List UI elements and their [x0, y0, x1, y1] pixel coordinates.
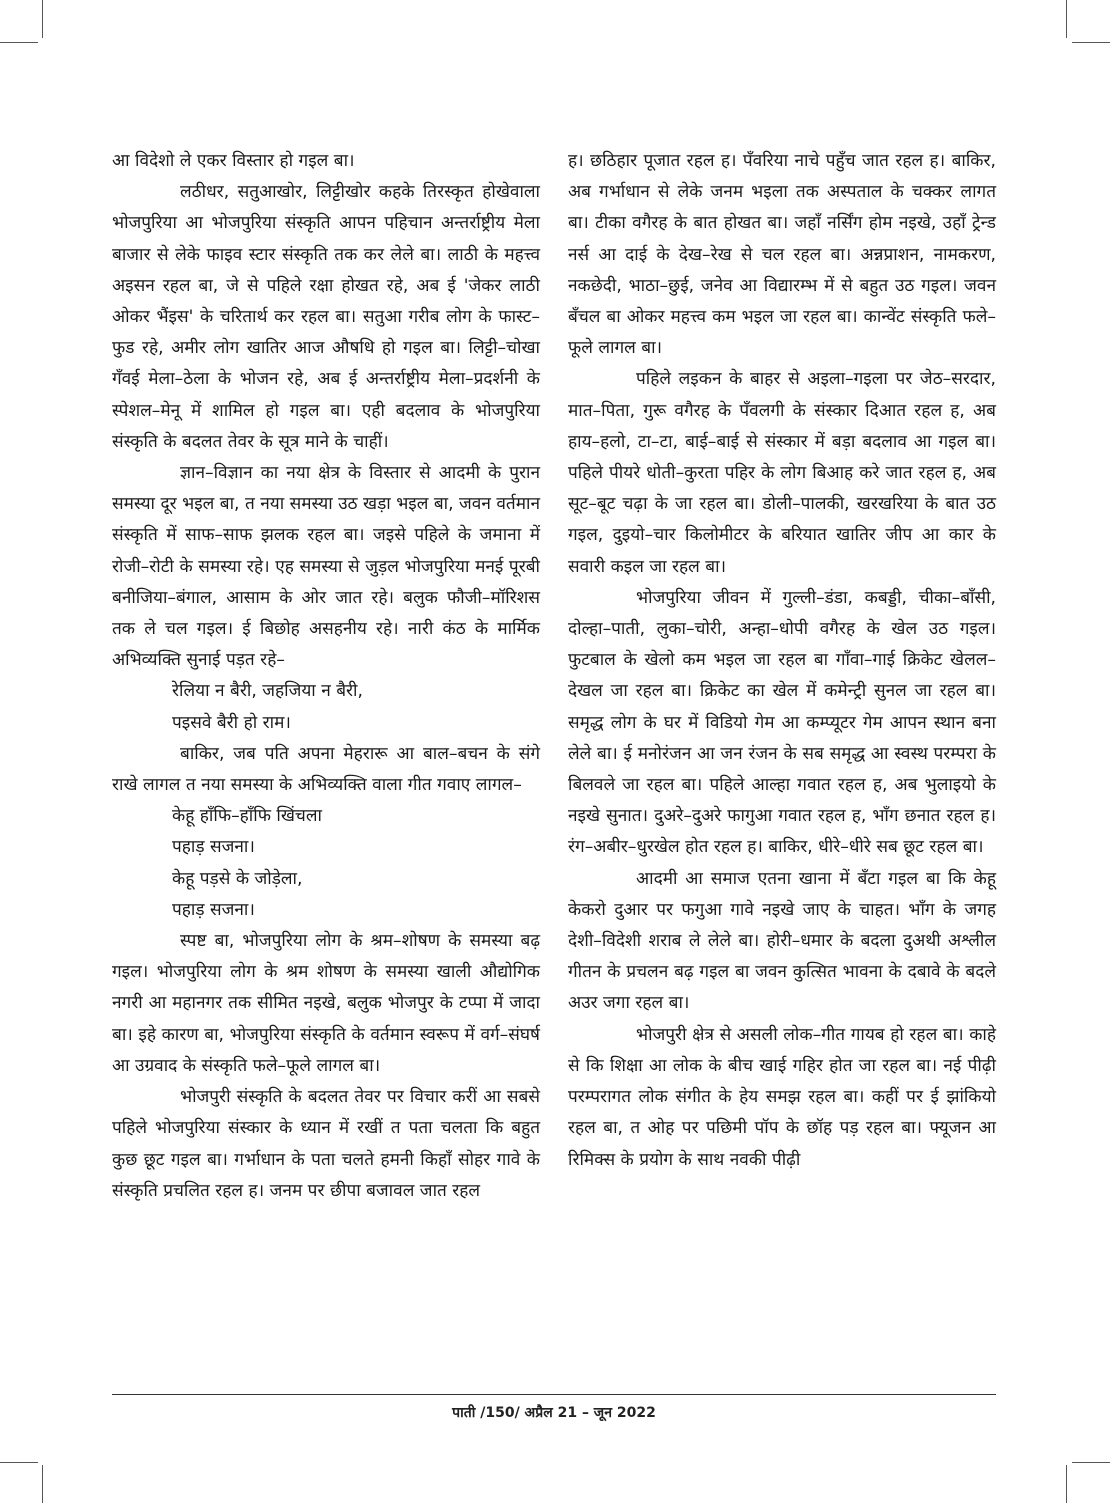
- crop-mark: [0, 42, 38, 43]
- paragraph: लठीधर, सतुआखोर, लिट्टीखोर कहके तिरस्कृत होखेवाला भोजपुरिया आ भोजपुरिया संस्कृति आपन पहिचान अन्तर्राष्ट्रीय मेला बाजार से लेके फाइव स्टार संस्कृति तक कर लेले बा। लाठी के महत्त्व अइसन रहल बा, जे से पहिले रक्षा होखत रहे, अब ई 'जेकर लाठी ओकर भैंइस' के चरितार्थ कर रहल बा। सतुआ गरीब लोग के फास्ट–फुड रहे, अमीर लोग खातिर आज औषधि हो गइल बा। लिट्टी–चोखा गँवई मेला–ठेला के भोजन रहे, अब ई अन्तर्राष्ट्रीय मेला–प्रदर्शनी के स्पेशल–मेनू में शामिल हो गइल बा। एही बदलाव के भोजपुरिया संस्कृति के बदलत तेवर के सूत्र माने के चाहीं।: [112, 182, 540, 452]
- crop-mark: [1066, 0, 1067, 38]
- crop-mark: [1072, 1462, 1110, 1463]
- verse-line: पहाड़ सजना।: [172, 899, 255, 920]
- footer-rule: [112, 1394, 996, 1395]
- page-footer: पाती /150/ अप्रैल 21 – जून 2022: [452, 1405, 656, 1421]
- verse-line: केहू हाँफि–हाँफि खिंचला: [172, 806, 322, 827]
- paragraph: ज्ञान–विज्ञान का नया क्षेत्र के विस्तार से आदमी के पुरान समस्या दूर भइल बा, त नया समस्या उठ खड़ा भइल बा, जवन वर्तमान संस्कृति में साफ–साफ झलक रहल बा। जइसे पहिले के जमाना में रोजी–रोटी के समस्या रहे। एह समस्या से जुड़ल भोजपुरिया मनई पूरबी बनीजिया–बंगाल, आसाम के ओर जात रहे। बलुक फौजी–मॉरिशस तक ले चल गइल। ई बिछोह असहनीय रहे। नारी कंठ के मार्मिक अभिव्यक्ति सुनाई पड़त रहे–: [112, 463, 540, 671]
- paragraph: आदमी आ समाज एतना खाना में बँटा गइल बा कि केहू केकरो दुआर पर फगुआ गावे नइखे जाए के चाहत। भाँग के जगह देशी–विदेशी शराब ले लेले बा। होरी–धमार के बदला दुअथी अश्लील गीतन के प्रचलन बढ़ गइल बा जवन कुत्सित भावना के दबावे के बदले अउर जगा रहल बा।: [568, 868, 996, 1014]
- left-column: [112, 146, 540, 1371]
- paragraph: आ विदेशो ले एकर विस्तार हो गइल बा।: [112, 151, 355, 171]
- crop-mark: [42, 0, 43, 38]
- article-body: [112, 146, 996, 1371]
- crop-mark: [1072, 42, 1110, 43]
- right-column: [568, 146, 996, 1371]
- crop-mark: [42, 1465, 43, 1503]
- verse-line: पइसवे बैरी हो राम।: [172, 712, 291, 733]
- verse-line: केहू पड़से के जोड़ेला,: [172, 868, 303, 889]
- paragraph: स्पष्ट बा, भोजपुरिया लोग के श्रम–शोषण के समस्या बढ़ गइल। भोजपुरिया लोग के श्रम शोषण के समस्या खाली औद्योगिक नगरी आ महानगर तक सीमित नइखे, बलुक भोजपुर के टप्पा में जादा बा। इहे कारण बा, भोजपुरिया संस्कृति के वर्तमान स्वरूप में वर्ग–संघर्ष आ उग्रवाद के संस्कृति फले–फूले लागल बा।: [112, 931, 540, 1076]
- crop-mark: [1066, 1465, 1067, 1503]
- crop-mark: [0, 1462, 38, 1463]
- paragraph: पहिले लइकन के बाहर से अइला–गइला पर जेठ–सरदार, मात–पिता, गुरू वगैरह के पँवलगी के संस्कार दिआत रहल ह, अब हाय–हलो, टा–टा, बाई–बाई से संस्कार में बड़ा बदलाव आ गइल बा। पहिले पीयरे धोती–कुरता पहिर के लोग बिआह करे जात रहल ह, अब सूट–बूट चढ़ा के जा रहल बा। डोली–पालकी, खरखरिया के बात उठ गइल, दुइयो–चार किलोमीटर के बरियात खातिर जीप आ कार के सवारी कइल जा रहल बा।: [568, 369, 996, 577]
- paragraph: ह। छठिहार पूजात रहल ह। पँवरिया नाचे पहुँच जात रहल ह। बाकिर, अब गर्भाधान से लेके जनम भइला तक अस्पताल के चक्कर लागत बा। टीका वगैरह के बात होखत बा। जहाँ नर्सिंग होम नइखे, उहाँ ट्रेन्ड नर्स आ दाई के देख–रेख से चल रहल बा। अन्नप्राशन, नामकरण, नकछेदी, भाठा–छुई, जनेव आ विद्यारम्भ में से बहुत उठ गइल। जवन बँचल बा ओकर महत्त्व कम भइल जा रहल बा। कान्वेंट संस्कृति फले–फूले लागल बा।: [568, 151, 996, 359]
- paragraph: भोजपुरी क्षेत्र से असली लोक–गीत गायब हो रहल बा। काहे से कि शिक्षा आ लोक के बीच खाई गहिर होत जा रहल बा। नई पीढ़ी परम्परागत लोक संगीत के हेय समझ रहल बा। कहीं पर ई झांकियो रहल बा, त ओह पर पछिमी पॉप के छॉह पड़ रहल बा। फ्यूजन आ रिमिक्स के प्रयोग के साथ नवकी पीढ़ी: [568, 1024, 996, 1170]
- paragraph: भोजपुरी संस्कृति के बदलत तेवर पर विचार करीं आ सबसे पहिले भोजपुरिया संस्कार के ध्यान में रखीं त पता चलता कि बहुत कुछ छूट गइल बा। गर्भाधान के पता चलते हमनी किहाँ सोहर गावे के संस्कृति प्रचलित रहल ह। जनम पर छीपा बजावल जात रहल: [112, 1087, 540, 1201]
- paragraph: बाकिर, जब पति अपना मेहरारू आ बाल–बचन के संगे राखे लागल त नया समस्या के अभिव्यक्ति वाला गीत गवाए लागल–: [112, 743, 540, 796]
- verse-line: पहाड़ सजना।: [172, 837, 255, 858]
- paragraph: भोजपुरिया जीवन में गुल्ली–डंडा, कबड्डी, चीका–बाँसी, दोल्हा–पाती, लुका–चोरी, अन्हा–धोपी वगैरह के खेल उठ गइल। फुटबाल के खेलो कम भइल जा रहल बा गाँवा–गाई क्रिकेट खेलल–देखल जा रहल बा। क्रिकेट का खेल में कमेन्ट्री सुनल जा रहल बा। समृद्ध लोग के घर में विडियो गेम आ कम्प्यूटर गेम आपन स्थान बना लेले बा। ई मनोरंजन आ जन रंजन के सब समृद्ध आ स्वस्थ परम्परा के बिलवले जा रहल बा। पहिले आल्हा गवात रहल ह, अब भुलाइयो के नइखे सुनात। दुअरे–दुअरे फागुआ गवात रहल ह, भाँग छनात रहल ह। रंग–अबीर–धुरखेल होत रहल ह। बाकिर, धीरे–धीरे सब छूट रहल बा।: [568, 587, 996, 858]
- verse-line: रेलिया न बैरी, जहजिया न बैरी,: [172, 681, 363, 702]
